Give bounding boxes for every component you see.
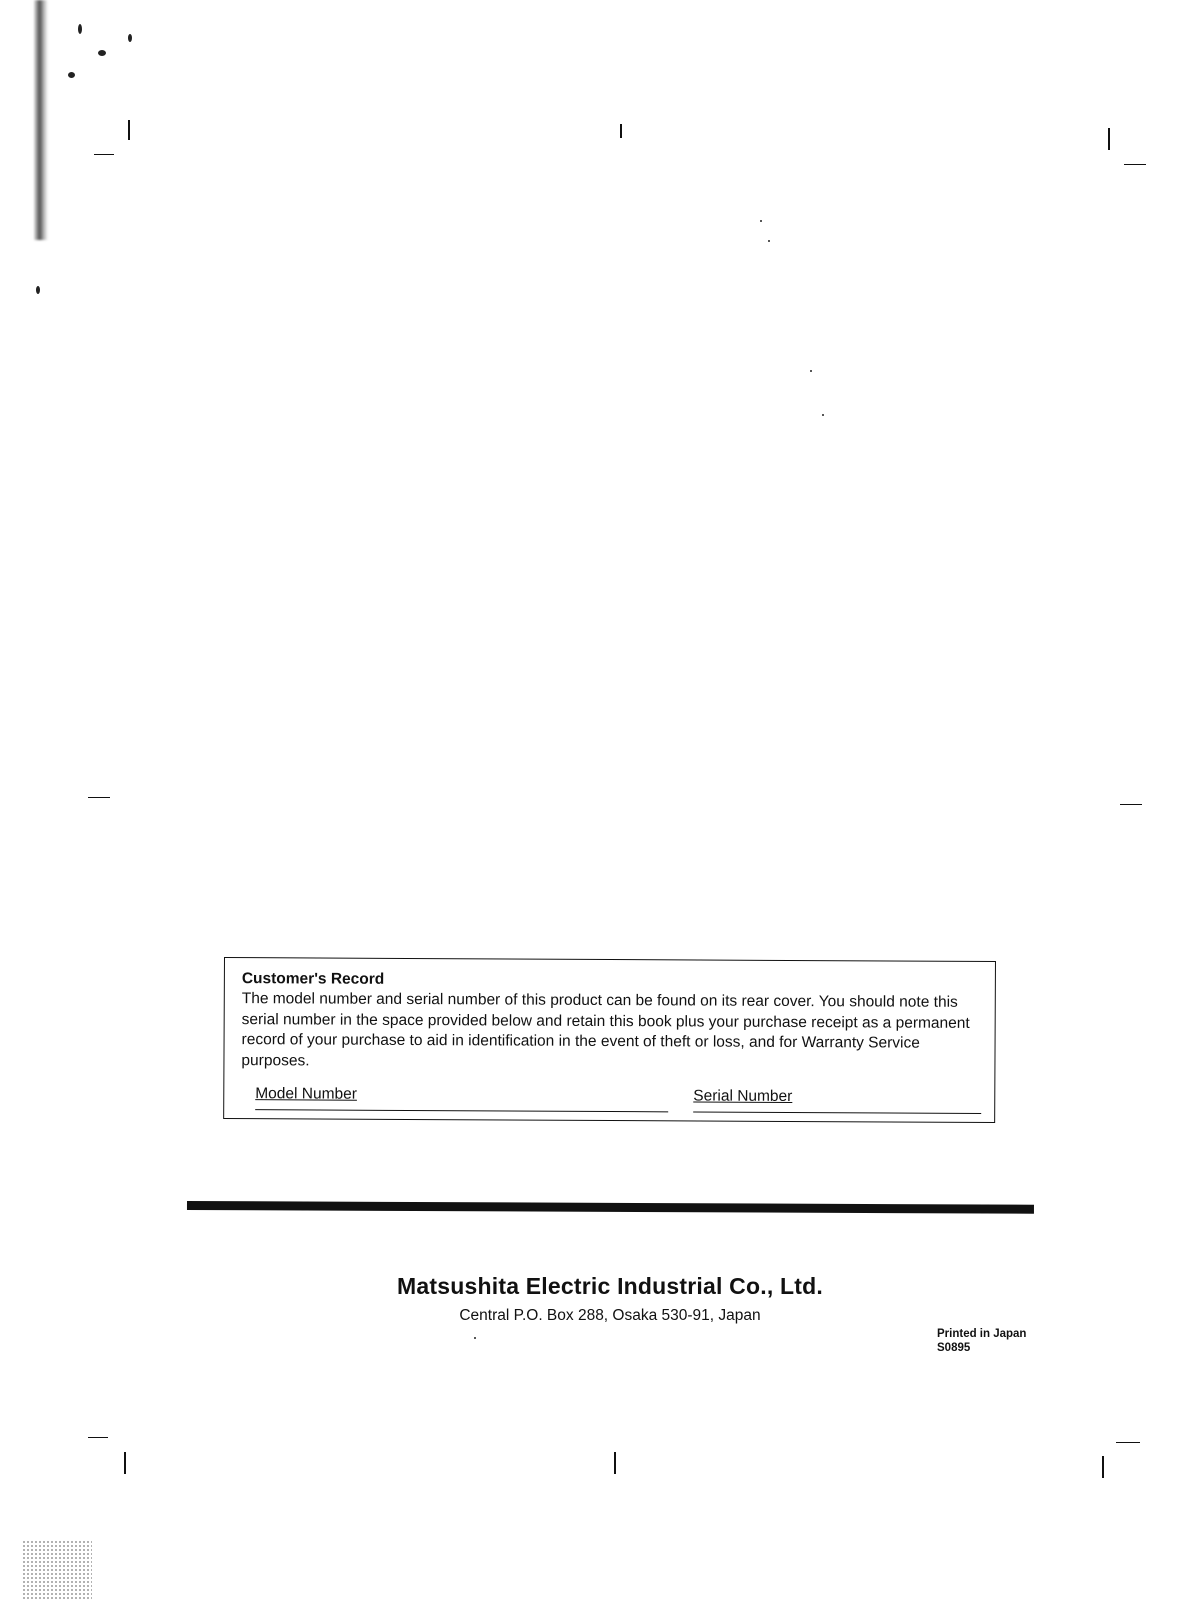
scan-speck — [810, 370, 812, 372]
crop-mark — [1124, 164, 1146, 165]
customer-record-title: Customer's Record — [241, 970, 385, 988]
crop-mark — [1120, 804, 1142, 805]
print-info — [937, 1327, 1026, 1355]
customer-record-box — [223, 957, 996, 1123]
scan-speck — [68, 72, 75, 78]
scan-shadow-edge — [34, 0, 48, 240]
scan-speck — [474, 1337, 476, 1339]
crop-mark — [88, 797, 110, 798]
scan-speck — [36, 286, 40, 294]
scan-speck — [128, 34, 132, 42]
crop-mark — [1102, 1456, 1104, 1478]
company-address: Central P.O. Box 288, Osaka 530-91, Japan — [459, 1307, 761, 1324]
scan-dither-noise — [22, 1540, 92, 1600]
divider-bar — [187, 1201, 1034, 1214]
company-name: Matsushita Electric Industrial Co., Ltd. — [397, 1273, 823, 1299]
model-number-label: Model Number — [255, 1085, 357, 1103]
serial-number-label: Serial Number — [693, 1087, 793, 1105]
scan-speck — [760, 220, 762, 222]
crop-mark — [88, 1437, 108, 1438]
crop-mark — [614, 1452, 616, 1474]
crop-mark — [94, 154, 114, 155]
model-number-field[interactable] — [255, 1085, 668, 1112]
crop-mark — [128, 120, 130, 140]
crop-mark — [124, 1452, 126, 1474]
crop-mark — [620, 124, 622, 138]
scan-speck — [98, 50, 106, 56]
customer-record-text: The model number and serial number of this product can be found on its rear cover. You should note this serial number in the space provided below and retain this book plus your purchase receipt as a permanent record of your purchase to aid in identification in the event of theft or loss, and for Warranty Service purposes. — [241, 990, 970, 1069]
scan-speck — [822, 414, 824, 416]
printed-in-label: Printed in Japan — [937, 1328, 1027, 1340]
print-code: S0895 — [937, 1342, 971, 1354]
crop-mark — [1108, 128, 1110, 150]
scan-speck — [78, 24, 82, 34]
serial-number-field[interactable] — [693, 1087, 981, 1114]
scan-speck — [768, 240, 770, 242]
crop-mark — [1116, 1442, 1140, 1443]
